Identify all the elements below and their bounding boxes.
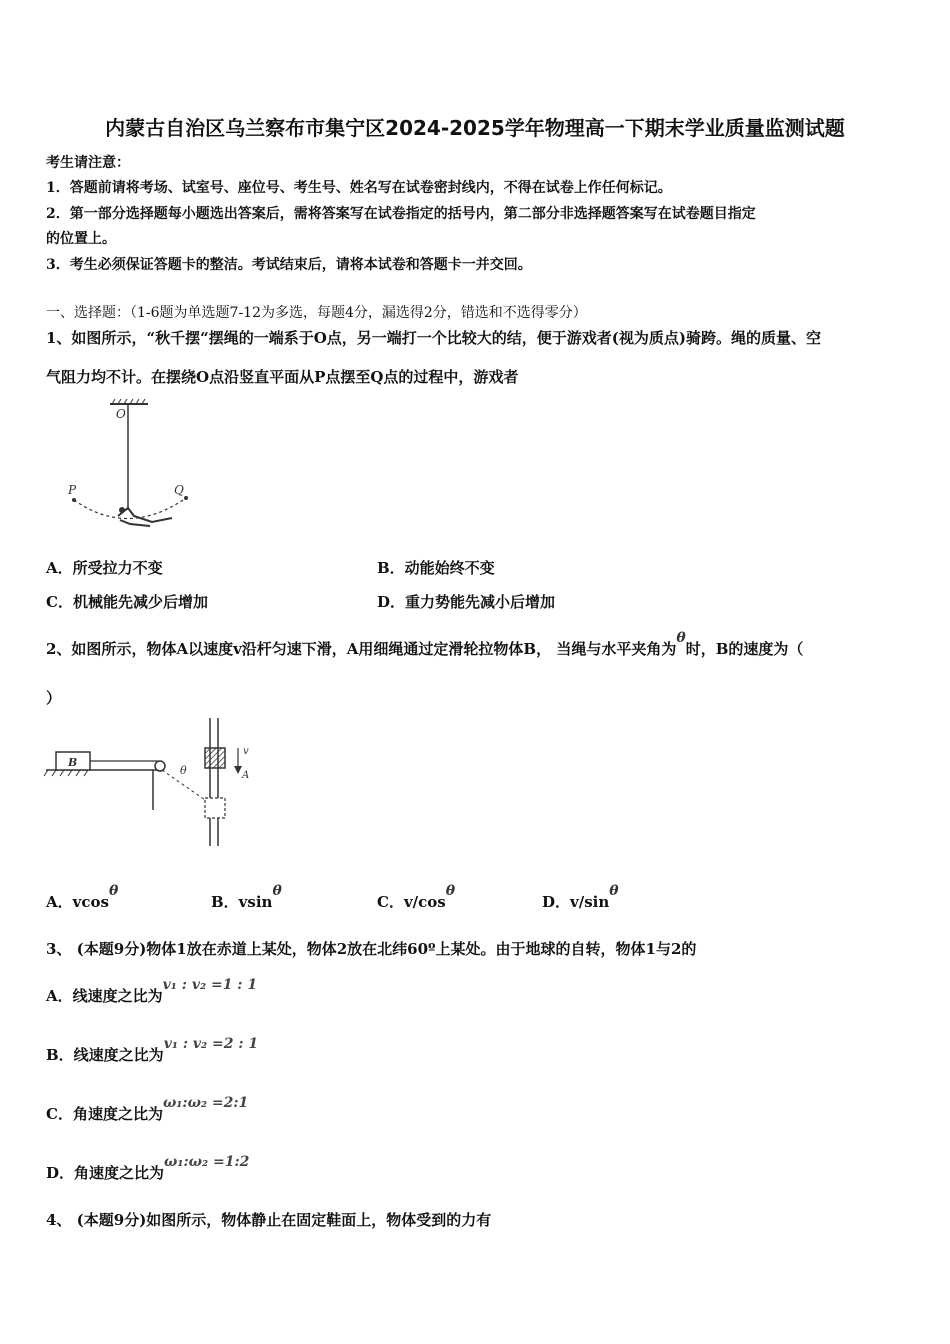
label-v: v: [243, 746, 249, 757]
pulley-figure: [46, 714, 266, 854]
question-3-line-1: 3、 (本题9分)物体1放在赤道上某处，物体2放在北纬60º上某处。由于地球的自转，物体1与2的: [46, 940, 697, 958]
q2-option-a[interactable]: [46, 883, 119, 912]
question-2-text: 2、如图所示，物体A以速度v沿杆匀速下滑，A用细绳通过定滑轮拉物体B， 当绳与水平夹角为: [46, 640, 677, 658]
notice-heading: 考生请注意：: [46, 155, 130, 171]
q3-option-c[interactable]: [46, 1095, 249, 1124]
q1-option-b[interactable]: B．动能始终不变: [377, 559, 495, 577]
q3-option-b[interactable]: [46, 1036, 259, 1065]
notice-item-2: 2．第一部分选择题每小题选出答案后，需将答案写在试卷指定的括号内，第二部分非选择题答案写在试卷题目指定: [46, 206, 756, 222]
theta-symbol: θ: [676, 630, 686, 646]
page-title: 内蒙古自治区乌兰察布市集宁区2024-2025学年物理高一下期末学业质量监测试题: [105, 116, 845, 140]
q2-option-c[interactable]: [377, 883, 456, 912]
swing-figure: [60, 398, 210, 543]
question-4-line-1: 4、 (本题9分)如图所示，物体静止在固定鞋面上，物体受到的力有: [46, 1211, 492, 1229]
q3-option-a-formula: v₁ : v₂ =1 : 1: [162, 977, 258, 993]
q3-option-a[interactable]: [46, 977, 258, 1006]
label-q: Q: [174, 483, 184, 497]
notice-item-1: 1．答题前请将考场、试室号、座位号、考生号、姓名写在试卷密封线内，不得在试卷上作任何标记。: [46, 180, 672, 196]
q2-option-d-text: D．v/sin: [542, 893, 610, 911]
question-2-line-1: [46, 630, 804, 659]
q2-option-b-text: B．vsin: [211, 893, 273, 911]
theta-symbol: θ: [609, 883, 619, 899]
question-1-line-2: 气阻力均不计。在摆绕O点沿竖直平面从P点摆至Q点的过程中，游戏者: [46, 368, 519, 386]
question-1-line-1: 1、如图所示，“秋千摆“摆绳的一端系于O点，另一端打一个比较大的结，便于游戏者(视为质点)骑跨。绳的质量、空: [46, 329, 821, 347]
q3-option-b-formula: v₁ : v₂ =2 : 1: [163, 1036, 259, 1052]
label-b: B: [68, 756, 78, 769]
q1-option-c[interactable]: C．机械能先减少后增加: [46, 593, 208, 611]
question-2-text-cont: 时，B的速度为（: [685, 640, 804, 658]
label-o: O: [116, 407, 126, 421]
question-2-line-2: ）: [46, 689, 62, 707]
q3-option-a-text: A．线速度之比为: [46, 987, 163, 1005]
q3-option-d-formula: ω₁:ω₂ =1:2: [164, 1154, 250, 1170]
q1-option-d[interactable]: D．重力势能先减小后增加: [377, 593, 556, 611]
q3-option-d-text: D．角速度之比为: [46, 1164, 165, 1182]
label-p: P: [68, 483, 77, 497]
notice-item-2-cont: 的位置上。: [46, 231, 116, 247]
label-theta: θ: [180, 764, 187, 777]
q2-option-b[interactable]: [211, 883, 282, 912]
q3-option-c-formula: ω₁:ω₂ =2:1: [162, 1095, 249, 1111]
section-heading: 一、选择题：（1-6题为单选题7-12为多选，每题4分，漏选得2分，错选和不选得零分）: [46, 305, 587, 321]
theta-symbol: θ: [108, 883, 119, 899]
q2-option-c-text: C．v/cos: [377, 893, 446, 911]
q2-option-d[interactable]: [542, 883, 619, 912]
label-a: A: [242, 770, 250, 781]
q3-option-b-text: B．线速度之比为: [46, 1046, 164, 1064]
theta-symbol: θ: [272, 883, 282, 899]
q2-option-a-text: A．vcos: [46, 893, 109, 911]
theta-symbol: θ: [445, 883, 456, 899]
q1-option-a[interactable]: A．所受拉力不变: [46, 559, 163, 577]
q3-option-d[interactable]: [46, 1154, 250, 1183]
notice-item-3: 3．考生必须保证答题卡的整洁。考试结束后，请将本试卷和答题卡一并交回。: [46, 257, 532, 273]
q3-option-c-text: C．角速度之比为: [46, 1105, 163, 1123]
